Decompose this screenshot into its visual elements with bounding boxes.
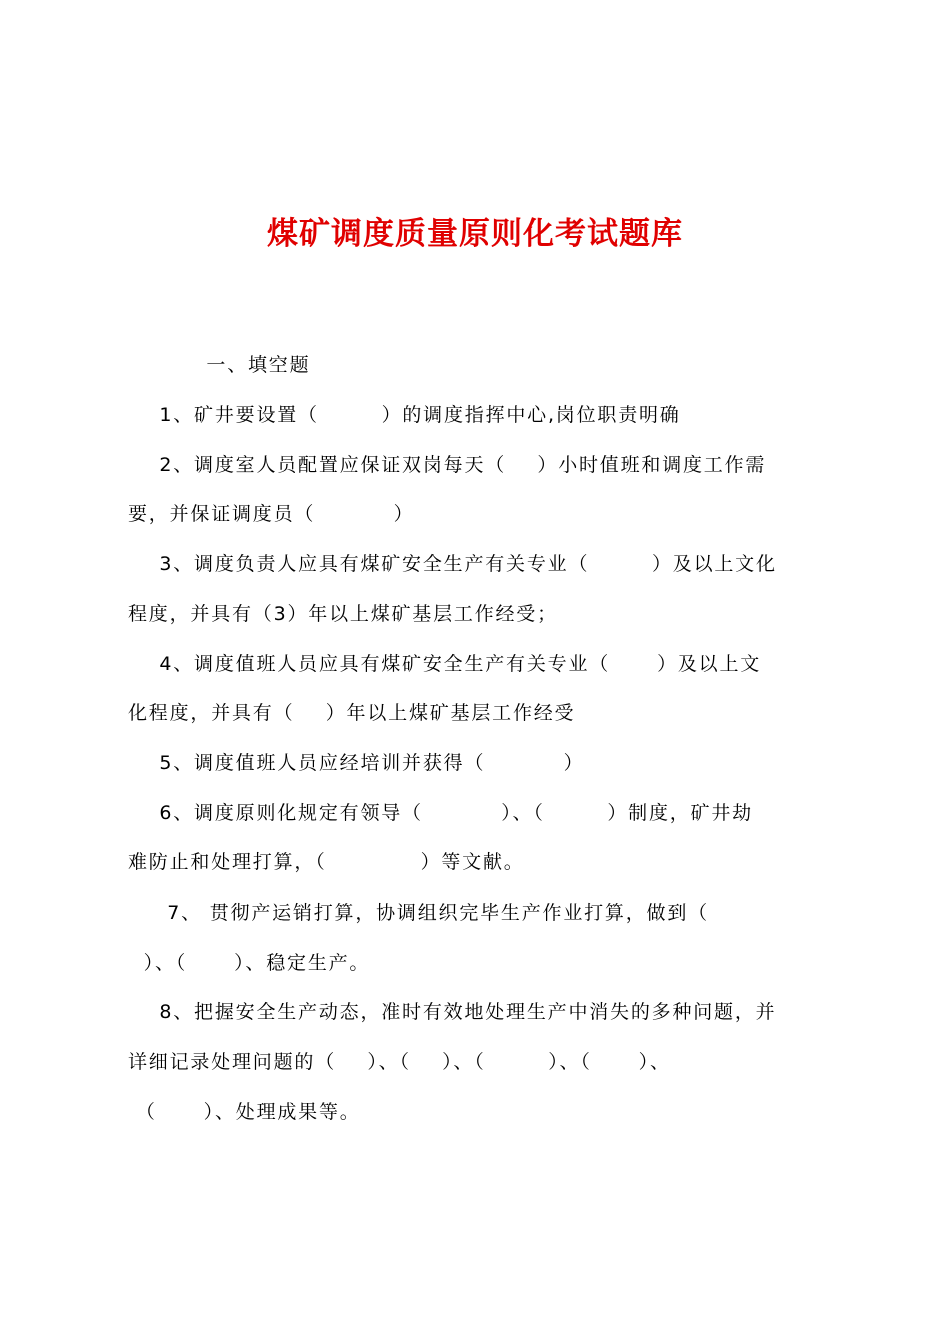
section-heading-text: 一、填空题 (206, 354, 311, 376)
question-line: 1、矿井要设置（ ）的调度指挥中心,岗位职责明确 (128, 404, 681, 426)
question-line: 6、调度原则化规定有领导（ ）、（ ）制度，矿井劫 (128, 802, 753, 824)
section-heading (128, 350, 831, 380)
question-line: 8、把握安全生产动态，准时有效地处理生产中消失的多种问题，并 (128, 1001, 777, 1023)
question-line: 5、调度值班人员应经培训并获得（ ） (128, 752, 585, 774)
question-line: 难防止和处理打算，（ ）等文献。 (128, 851, 525, 873)
question-line: 7、 贯彻产运销打算，协调组织完毕生产作业打算，做到（ (128, 902, 709, 924)
question-line: 详细记录处理问题的（ ）、（ ）、（ ）、（ ）、 (128, 1051, 671, 1073)
question-line: ）、（ ）、稳定生产。 (128, 952, 371, 974)
question-line: （ ）、处理成果等。 (128, 1101, 361, 1123)
question-line: 程度，并具有（3）年以上煤矿基层工作经受； (128, 603, 558, 625)
document-title: 煤矿调度质量原则化考试题库 (267, 216, 683, 252)
question-line: 要，并保证调度员（ ） (128, 503, 415, 525)
question-line: 3、调度负责人应具有煤矿安全生产有关专业（ ）及以上文化 (128, 553, 777, 575)
question-line: 化程度，并具有（ ）年以上煤矿基层工作经受 (128, 702, 576, 724)
question-line: 4、调度值班人员应具有煤矿安全生产有关专业（ ）及以上文 (128, 653, 762, 675)
question-line: 2、调度室人员配置应保证双岗每天（ ）小时值班和调度工作需 (128, 454, 767, 476)
